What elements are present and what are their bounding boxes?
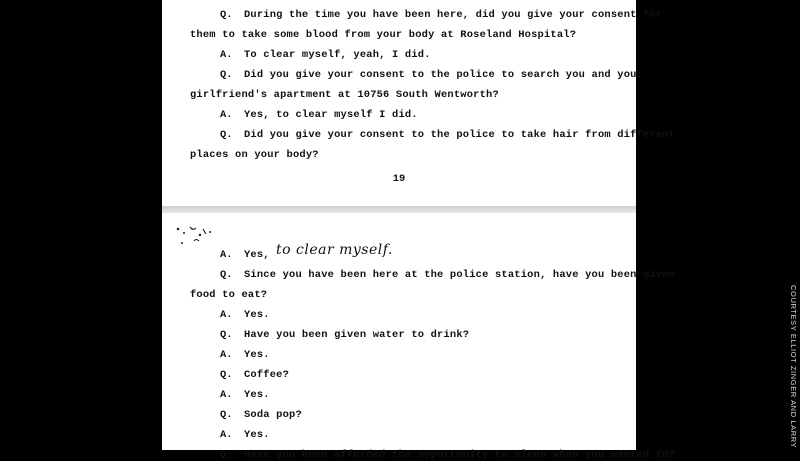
transcript-line: During the time you have been here, did you give your consent for	[244, 9, 663, 21]
transcript-line: Yes, to clear myself I did.	[244, 109, 418, 121]
transcript-line: Yes.	[244, 389, 270, 401]
line-label: Q.	[220, 409, 233, 421]
line-label: A.	[220, 249, 233, 261]
transcript-line: Soda pop?	[244, 409, 302, 421]
line-label: Q.	[220, 129, 233, 141]
line-label: A.	[220, 429, 233, 441]
transcript-line: them to take some blood from your body at Roseland Hospital?	[190, 29, 577, 41]
line-label: A.	[220, 109, 233, 121]
transcript-line: Yes.	[244, 349, 270, 361]
line-label: A.	[220, 309, 233, 321]
line-label: Q.	[220, 449, 233, 461]
transcript-line: To clear myself, yeah, I did.	[244, 49, 431, 61]
line-label: A.	[220, 49, 233, 61]
transcript-line: Yes.	[244, 429, 270, 441]
transcript-line: places on your body?	[190, 149, 319, 161]
line-label: Q.	[220, 329, 233, 341]
line-label: Q.	[220, 69, 233, 81]
line-label: A.	[220, 349, 233, 361]
transcript-line: Have you been given water to drink?	[244, 329, 470, 341]
line-label: Q.	[220, 369, 233, 381]
page-divider	[162, 206, 636, 213]
transcript-line: Coffee?	[244, 369, 290, 381]
page-number: 19	[392, 173, 406, 185]
transcript-line: Since you have been here at the police station, have you been given	[244, 269, 676, 281]
handwritten-answer: to clear myself.	[276, 242, 393, 258]
transcript-line: Yes.	[244, 309, 270, 321]
line-label: Q.	[220, 9, 233, 21]
line-label: A.	[220, 389, 233, 401]
transcript-line: Did you give your consent to the police to take hair from different	[244, 129, 676, 141]
line-label: Q.	[220, 269, 233, 281]
transcript-line: food to eat?	[190, 289, 268, 301]
transcript-line: Did you give your consent to the police to search you and your	[244, 69, 643, 81]
transcript-page-bottom	[162, 213, 676, 461]
photo-credit: COURTESY ELLIOT ZINGER AND LARRY	[789, 284, 798, 448]
transcript-line: Have you been afforded the opportunity to sleep when you wanted to?	[244, 449, 676, 461]
ink-marks	[170, 223, 220, 253]
transcript-line: girlfriend's apartment at 10756 South Wentworth?	[190, 89, 499, 101]
transcript-page-top	[162, 0, 676, 206]
typed-answer: Yes,	[244, 249, 270, 261]
